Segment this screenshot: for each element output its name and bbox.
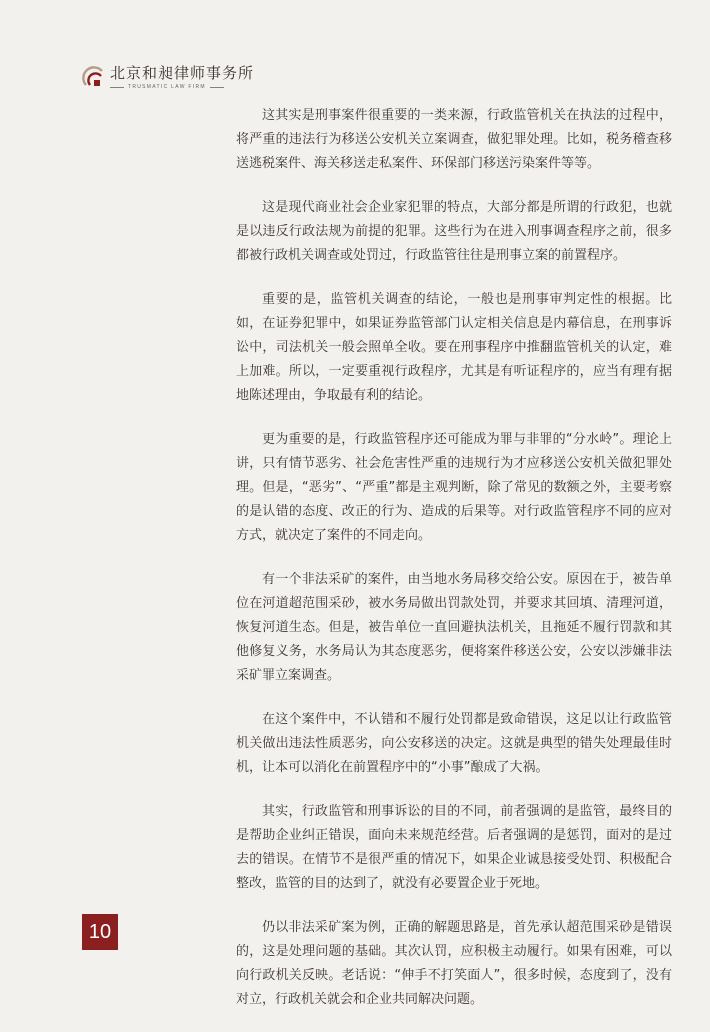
paragraph: 其实，行政监管和刑事诉讼的目的不同，前者强调的是监管，最终目的是帮助企业纠正错误，面向未来规范经营。后者强调的是惩罚，面对的是过去的错误。在情节不是很严重的情况下，如果企业诚恳接受处罚、积极配合整改，监管的目的达到了，就没有必要置企业于死地。 — [236, 804, 672, 891]
paragraph: 这其实是刑事案件很重要的一类来源，行政监管机关在执法的过程中，将严重的违法行为移送公安机关立案调查，做犯罪处理。比如，税务稽查移送逃税案件、海关移送走私案件、环保部门移送污染案件等等。 — [236, 108, 672, 171]
page-number-badge: 10 — [82, 914, 118, 950]
paragraph: 有一个非法采矿的案件，由当地水务局移交给公安。原因在于，被告单位在河道超范围采砂，被水务局做出罚款处罚，并要求其回填、清理河道，恢复河道生态。但是，被告单位一直回避执法机关，且拖延不履行罚款和其他修复义务，水务局认为其态度恶劣，便将案件移送公安，公安以涉嫌非法采矿罪立案调查。 — [236, 572, 672, 683]
firm-name-en-row — [110, 84, 254, 90]
divider-right — [210, 87, 224, 88]
firm-header — [82, 64, 254, 90]
paragraph: 在这个案件中，不认错和不履行处罚都是致命错误，这足以让行政监管机关做出违法性质恶劣，向公安移送的决定。这就是典型的错失处理最佳时机，让本可以消化在前置程序中的“小事”酿成了大祸。 — [236, 712, 672, 775]
firm-name-block — [110, 64, 254, 90]
article-body — [236, 104, 672, 1032]
paragraph: 这是现代商业社会企业家犯罪的特点，大部分都是所谓的行政犯，也就是以违反行政法规为前提的犯罪。这些行为在进入刑事调查程序之前，很多都被行政机关调查或处罚过，行政监管往往是刑事立案的前置程序。 — [236, 200, 672, 263]
concentric-arc-logo-icon — [82, 65, 106, 89]
paragraph: 仍以非法采矿案为例，正确的解题思路是，首先承认超范围采砂是错误的，这是处理问题的基础。其次认罚，应积极主动履行。如果有困难，可以向行政机关反映。老话说：“伸手不打笑面人”，很多时候，态度到了，没有对立，行政机关就会和企业共同解决问题。 — [236, 920, 672, 1007]
firm-name-cn: 北京和昶律师事务所 — [110, 64, 255, 82]
paragraph: 重要的是，监管机关调查的结论，一般也是刑事审判定性的根据。比如，在证券犯罪中，如果证券监管部门认定相关信息是内幕信息，在刑事诉讼中，司法机关一般会照单全收。要在刑事程序中推翻监管机关的认定，难上加难。所以，一定要重视行政程序，尤其是有听证程序的，应当有理有据地陈述理由，争取最有利的结论。 — [236, 292, 672, 403]
divider-left — [110, 87, 124, 88]
firm-name-en: TRUSMATIC LAW FIRM — [128, 84, 206, 90]
paragraph: 更为重要的是，行政监管程序还可能成为罪与非罪的“分水岭”。理论上讲，只有情节恶劣、社会危害性严重的违规行为才应移送公安机关做犯罪处理。但是，“恶劣”、“严重”都是主观判断，除了常见的数额之外，主要考察的是认错的态度、改正的行为、造成的后果等。对行政监管程序不同的应对方式，就决定了案件的不同走向。 — [236, 432, 672, 543]
